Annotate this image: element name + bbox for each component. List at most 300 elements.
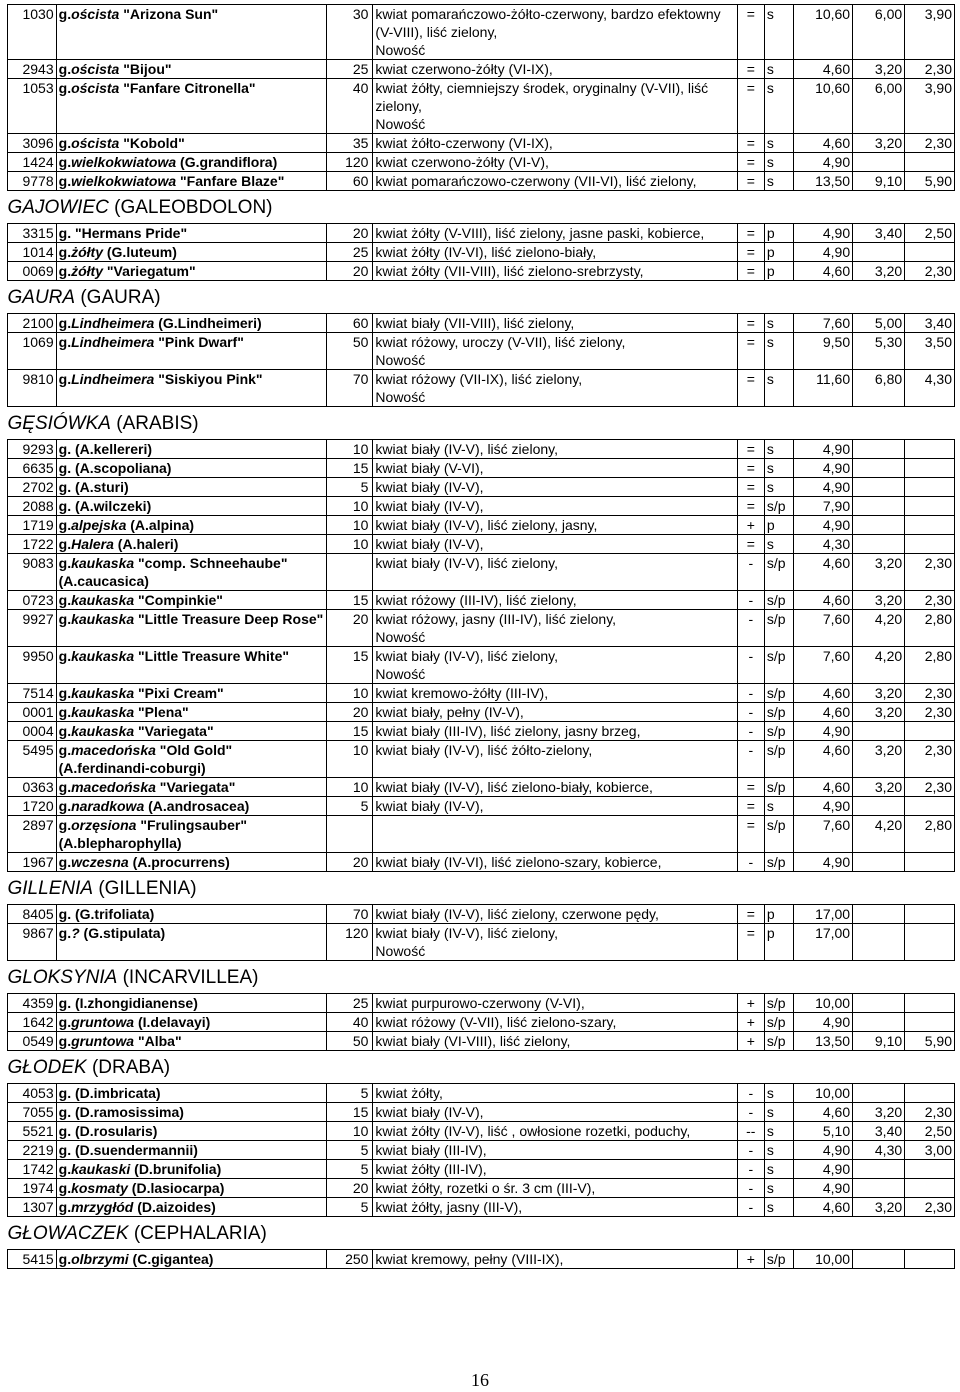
plant-code: 0069: [8, 262, 57, 281]
plant-row: [8, 478, 955, 497]
price-2: 3,20: [853, 741, 905, 778]
cultivar-name: "Arizona Sun": [119, 6, 219, 22]
section-heading: [8, 961, 955, 994]
price-1: 9,50: [794, 333, 853, 370]
price-1: 4,60: [794, 741, 853, 778]
position-sign: -: [737, 1198, 764, 1217]
price-2: 3,20: [853, 554, 905, 591]
name-prefix: g.: [58, 498, 72, 514]
plant-name-cell: [56, 647, 326, 684]
cultivar-name: (A.procurrens): [128, 854, 230, 870]
price-2: [853, 497, 905, 516]
price-1: 4,60: [794, 60, 853, 79]
position-sign: =: [737, 797, 764, 816]
plant-row: [8, 647, 955, 684]
plant-description-cell: [373, 924, 737, 961]
plant-description: kwiat purpurowo-czerwony (V-VI),: [375, 995, 585, 1011]
new-item-label: Nowość: [375, 629, 426, 645]
position-sign: -: [737, 554, 764, 591]
price-3: 2,80: [905, 610, 955, 647]
price-2: 3,20: [853, 262, 905, 281]
position-sign: =: [737, 535, 764, 554]
soil-type: s/p: [764, 1013, 793, 1032]
name-prefix: g.: [58, 1251, 72, 1267]
name-prefix: g.: [58, 995, 72, 1011]
cultivar-name: "Pink Dwarf": [154, 334, 244, 350]
plant-description-cell: [373, 554, 737, 591]
price-3: [905, 722, 955, 741]
plant-description-cell: [373, 797, 737, 816]
position-sign: -: [737, 1160, 764, 1179]
new-item-label: Nowość: [375, 116, 426, 132]
new-item-label: Nowość: [375, 42, 426, 58]
position-sign: +: [737, 1032, 764, 1051]
soil-type: s: [764, 5, 793, 60]
price-3: [905, 1179, 955, 1198]
price-1: 13,50: [794, 1032, 853, 1051]
section-polish-name: GŁODEK: [7, 1057, 87, 1078]
price-1: 4,90: [794, 459, 853, 478]
price-2: 5,30: [853, 333, 905, 370]
position-sign: -: [737, 853, 764, 872]
section-heading: [8, 407, 955, 440]
plant-name-cell: [56, 370, 326, 407]
cultivar-name: "Variegatum": [102, 263, 196, 279]
plant-row: [8, 1103, 955, 1122]
plant-row: [8, 172, 955, 191]
name-prefix: g.: [58, 1199, 72, 1215]
plant-description-cell: [373, 224, 737, 243]
plant-description: kwiat czerwono-żółty (VI-IX),: [375, 61, 553, 77]
position-sign: -: [737, 647, 764, 684]
species-name: kaukaska: [71, 704, 135, 720]
name-prefix: g.: [58, 315, 72, 331]
soil-type: s/p: [764, 554, 793, 591]
section-polish-name: GŁOWACZEK: [7, 1223, 129, 1244]
price-1: 4,60: [794, 778, 853, 797]
soil-type: s/p: [764, 684, 793, 703]
cultivar-name: (A.alpina): [126, 517, 195, 533]
plant-code: 0363: [8, 778, 57, 797]
plant-code: 3096: [8, 134, 57, 153]
plant-row: [8, 134, 955, 153]
price-3: [905, 797, 955, 816]
plant-code: 2897: [8, 816, 57, 853]
plant-description: kwiat żółty (IV-VI), liść zielono-biały,: [375, 244, 597, 260]
species-name: kosmaty: [71, 1180, 128, 1196]
plant-height: 20: [327, 1179, 373, 1198]
name-prefix: g.: [58, 798, 72, 814]
price-1: 5,10: [794, 1122, 853, 1141]
plant-row: [8, 684, 955, 703]
plant-description: kwiat biały (IV-V), liść zielony,: [375, 925, 558, 941]
price-3: [905, 853, 955, 872]
plant-description-cell: [373, 684, 737, 703]
plant-description: kwiat biały (V-VI),: [375, 460, 484, 476]
plant-description: kwiat biały (III-IV),: [375, 1142, 487, 1158]
price-3: 2,30: [905, 778, 955, 797]
plant-height: 10: [327, 741, 373, 778]
plant-name-cell: [56, 778, 326, 797]
plant-code: 1014: [8, 243, 57, 262]
price-1: 4,90: [794, 153, 853, 172]
price-2: [853, 924, 905, 961]
section-heading-row: [8, 281, 955, 314]
soil-type: s: [764, 535, 793, 554]
cultivar-name: "Pixi Cream": [134, 685, 224, 701]
plant-catalog-table: [7, 4, 955, 1269]
plant-row: [8, 741, 955, 778]
plant-row: [8, 703, 955, 722]
price-1: 4,60: [794, 591, 853, 610]
position-sign: =: [737, 333, 764, 370]
plant-name-cell: [56, 1032, 326, 1051]
plant-height: 10: [327, 1122, 373, 1141]
position-sign: =: [737, 134, 764, 153]
plant-row: [8, 1250, 955, 1269]
plant-description-cell: [373, 994, 737, 1013]
plant-name-cell: [56, 333, 326, 370]
price-2: 4,20: [853, 647, 905, 684]
plant-name-cell: [56, 1160, 326, 1179]
price-2: [853, 1013, 905, 1032]
plant-height: 25: [327, 60, 373, 79]
cultivar-name: (D.rosularis): [71, 1123, 158, 1139]
section-polish-name: GLOKSYNIA: [7, 967, 118, 988]
species-name: Lindheimera: [71, 315, 155, 331]
section-latin-name: (GILLENIA): [93, 878, 197, 899]
section-latin-name: (DRABA): [86, 1057, 171, 1078]
soil-type: s/p: [764, 497, 793, 516]
cultivar-name: (G.luteum): [102, 244, 177, 260]
plant-height: 70: [327, 905, 373, 924]
price-1: 4,60: [794, 1198, 853, 1217]
species-name: ?: [71, 925, 80, 941]
name-prefix: g.: [58, 80, 72, 96]
price-2: 6,00: [853, 79, 905, 134]
position-sign: =: [737, 778, 764, 797]
plant-code: 9810: [8, 370, 57, 407]
soil-type: s/p: [764, 722, 793, 741]
plant-name-cell: [56, 440, 326, 459]
plant-code: 9950: [8, 647, 57, 684]
plant-height: 35: [327, 134, 373, 153]
soil-type: s: [764, 333, 793, 370]
plant-row: [8, 1160, 955, 1179]
plant-description: kwiat pomarańczowo-żółto-czerwony, bardzo efektowny (V-VIII), liść zielony,: [375, 6, 721, 40]
plant-name-cell: [56, 243, 326, 262]
plant-description-cell: [373, 591, 737, 610]
cultivar-name: (D.aizoides): [133, 1199, 216, 1215]
plant-description: kwiat żółty,: [375, 1085, 443, 1101]
price-1: 13,50: [794, 172, 853, 191]
position-sign: =: [737, 243, 764, 262]
price-2: [853, 478, 905, 497]
plant-code: 2943: [8, 60, 57, 79]
plant-row: [8, 370, 955, 407]
price-1: 7,60: [794, 314, 853, 333]
price-3: 2,50: [905, 224, 955, 243]
plant-description-cell: [373, 610, 737, 647]
plant-height: 10: [327, 778, 373, 797]
species-name: naradkowa: [71, 798, 145, 814]
plant-description: kwiat biały (IV-V), liść żółto-zielony,: [375, 742, 593, 758]
plant-row: [8, 853, 955, 872]
name-prefix: g.: [58, 1104, 72, 1120]
plant-code: 4359: [8, 994, 57, 1013]
plant-code: 9293: [8, 440, 57, 459]
new-item-label: Nowość: [375, 352, 426, 368]
plant-height: 120: [327, 153, 373, 172]
plant-code: 6635: [8, 459, 57, 478]
cultivar-name: "Siskiyou Pink": [154, 371, 263, 387]
soil-type: p: [764, 224, 793, 243]
cultivar-name: "Fanfare Blaze": [176, 173, 285, 189]
cultivar-name: (G.stipulata): [79, 925, 166, 941]
plant-row: [8, 79, 955, 134]
species-name: mrzygłód: [71, 1199, 134, 1215]
soil-type: s/p: [764, 994, 793, 1013]
price-1: 4,30: [794, 535, 853, 554]
price-3: 5,90: [905, 1032, 955, 1051]
price-1: 4,60: [794, 262, 853, 281]
price-2: [853, 853, 905, 872]
price-2: 3,20: [853, 60, 905, 79]
plant-code: 7514: [8, 684, 57, 703]
plant-code: 1967: [8, 853, 57, 872]
price-3: [905, 478, 955, 497]
plant-code: 1974: [8, 1179, 57, 1198]
plant-code: 4053: [8, 1084, 57, 1103]
plant-description: kwiat żółty (V-VIII), liść zielony, jasne paski, kobierce,: [375, 225, 705, 241]
price-1: 4,90: [794, 722, 853, 741]
plant-description-cell: [373, 1160, 737, 1179]
price-3: 2,50: [905, 1122, 955, 1141]
name-prefix: g.: [58, 906, 72, 922]
species-name: kaukaska: [71, 723, 135, 739]
plant-name-cell: [56, 314, 326, 333]
plant-height: 20: [327, 853, 373, 872]
plant-description: kwiat czerwono-żółty (VI-V),: [375, 154, 549, 170]
plant-row: [8, 5, 955, 60]
cultivar-name: "Fanfare Citronella": [119, 80, 256, 96]
position-sign: -: [737, 1179, 764, 1198]
plant-height: [327, 816, 373, 853]
plant-name-cell: [56, 1013, 326, 1032]
plant-description: kwiat kremowy, pełny (VIII-IX),: [375, 1251, 564, 1267]
position-sign: =: [737, 153, 764, 172]
plant-height: 25: [327, 243, 373, 262]
plant-height: 5: [327, 1084, 373, 1103]
price-1: 4,90: [794, 1141, 853, 1160]
section-polish-name: GILLENIA: [7, 878, 94, 899]
position-sign: +: [737, 1013, 764, 1032]
price-1: 10,60: [794, 5, 853, 60]
price-1: 10,60: [794, 79, 853, 134]
plant-description-cell: [373, 478, 737, 497]
price-2: 4,30: [853, 1141, 905, 1160]
section-heading-row: [8, 407, 955, 440]
section-latin-name: (ARABIS): [110, 413, 199, 434]
name-prefix: g.: [58, 592, 72, 608]
species-name: olbrzymi: [71, 1251, 129, 1267]
position-sign: =: [737, 79, 764, 134]
plant-name-cell: [56, 1103, 326, 1122]
plant-description-cell: [373, 722, 737, 741]
price-3: 3,90: [905, 79, 955, 134]
species-name: kaukaska: [71, 592, 135, 608]
plant-height: 40: [327, 1013, 373, 1032]
plant-row: [8, 610, 955, 647]
price-1: 4,90: [794, 440, 853, 459]
plant-code: 1307: [8, 1198, 57, 1217]
price-3: 5,90: [905, 172, 955, 191]
name-prefix: g.: [58, 1142, 72, 1158]
price-1: 4,90: [794, 243, 853, 262]
plant-description-cell: [373, 5, 737, 60]
plant-description-cell: [373, 1013, 737, 1032]
cultivar-name: "Plena": [134, 704, 189, 720]
plant-description: kwiat biały (VI-VIII), liść zielony,: [375, 1033, 571, 1049]
plant-row: [8, 1122, 955, 1141]
soil-type: s/p: [764, 610, 793, 647]
cultivar-name: (D.lasiocarpa): [127, 1180, 225, 1196]
plant-height: 15: [327, 1103, 373, 1122]
soil-type: s: [764, 1122, 793, 1141]
plant-description-cell: [373, 262, 737, 281]
cultivar-name: "Variegata": [155, 779, 236, 795]
plant-description-cell: [373, 1103, 737, 1122]
plant-height: 15: [327, 647, 373, 684]
plant-name-cell: [56, 224, 326, 243]
cultivar-name: "Little Treasure White": [134, 648, 290, 664]
price-3: 3,40: [905, 314, 955, 333]
section-polish-name: GĘSIÓWKA: [7, 413, 111, 434]
plant-row: [8, 440, 955, 459]
plant-row: [8, 153, 955, 172]
species-name: oścista: [71, 61, 120, 77]
plant-description-cell: [373, 79, 737, 134]
name-prefix: g.: [58, 611, 72, 627]
price-1: 7,60: [794, 610, 853, 647]
section-heading-row: [8, 961, 955, 994]
plant-description-cell: [373, 816, 737, 853]
name-prefix: g.: [58, 1085, 72, 1101]
name-prefix: g.: [58, 263, 72, 279]
soil-type: s/p: [764, 741, 793, 778]
plant-description-cell: [373, 1122, 737, 1141]
plant-description-cell: [373, 333, 737, 370]
plant-row: [8, 1141, 955, 1160]
price-2: 3,20: [853, 684, 905, 703]
plant-name-cell: [56, 924, 326, 961]
plant-description-cell: [373, 172, 737, 191]
price-3: 3,50: [905, 333, 955, 370]
plant-name-cell: [56, 516, 326, 535]
species-name: Lindheimera: [71, 334, 155, 350]
price-1: 4,90: [794, 853, 853, 872]
plant-description-cell: [373, 153, 737, 172]
plant-code: 2100: [8, 314, 57, 333]
plant-code: 2088: [8, 497, 57, 516]
plant-code: 5495: [8, 741, 57, 778]
price-2: [853, 1084, 905, 1103]
price-3: [905, 905, 955, 924]
price-1: 4,90: [794, 1179, 853, 1198]
price-3: 2,30: [905, 554, 955, 591]
plant-row: [8, 497, 955, 516]
plant-height: 20: [327, 703, 373, 722]
plant-name-cell: [56, 905, 326, 924]
price-3: [905, 459, 955, 478]
plant-name-cell: [56, 816, 326, 853]
plant-description: kwiat różowy (III-IV), liść zielony,: [375, 592, 577, 608]
price-3: [905, 243, 955, 262]
species-name: Halera: [71, 536, 114, 552]
plant-description: kwiat biały (IV-V), liść zielony,: [375, 555, 558, 571]
plant-height: 10: [327, 497, 373, 516]
plant-row: [8, 797, 955, 816]
price-1: 17,00: [794, 924, 853, 961]
position-sign: -: [737, 1103, 764, 1122]
plant-description-cell: [373, 459, 737, 478]
position-sign: =: [737, 370, 764, 407]
plant-description-cell: [373, 243, 737, 262]
soil-type: s: [764, 60, 793, 79]
cultivar-name: (D.ramosissima): [71, 1104, 184, 1120]
price-1: 4,60: [794, 134, 853, 153]
price-3: 3,90: [905, 5, 955, 60]
plant-description: kwiat biały (IV-V), liść zielony, czerwone pędy,: [375, 906, 659, 922]
price-3: 2,30: [905, 1103, 955, 1122]
name-prefix: g.: [58, 779, 72, 795]
plant-row: [8, 778, 955, 797]
section-heading: [8, 281, 955, 314]
position-sign: =: [737, 262, 764, 281]
cultivar-name: "comp. Schneehaube" (A.caucasica): [58, 555, 288, 589]
plant-name-cell: [56, 1122, 326, 1141]
plant-row: [8, 1179, 955, 1198]
soil-type: s: [764, 153, 793, 172]
price-3: [905, 535, 955, 554]
name-prefix: g.: [58, 135, 72, 151]
price-3: 2,80: [905, 647, 955, 684]
plant-height: 5: [327, 797, 373, 816]
soil-type: s/p: [764, 1250, 793, 1269]
position-sign: --: [737, 1122, 764, 1141]
plant-description: kwiat biały (IV-V), liść zielony,: [375, 441, 558, 457]
name-prefix: g.: [58, 225, 72, 241]
plant-code: 0001: [8, 703, 57, 722]
cultivar-name: (I.zhongidianense): [71, 995, 198, 1011]
name-prefix: g.: [58, 460, 72, 476]
name-prefix: g.: [58, 742, 72, 758]
name-prefix: g.: [58, 723, 72, 739]
cultivar-name: "Bijou": [119, 61, 172, 77]
species-name: oścista: [71, 80, 120, 96]
soil-type: s: [764, 79, 793, 134]
position-sign: =: [737, 224, 764, 243]
plant-code: 5521: [8, 1122, 57, 1141]
position-sign: =: [737, 5, 764, 60]
plant-row: [8, 60, 955, 79]
plant-description: kwiat różowy (VII-IX), liść zielony,: [375, 371, 583, 387]
catalog-sheet: [7, 4, 955, 1269]
cultivar-name: "Kobold": [119, 135, 185, 151]
cultivar-name: (G.trifoliata): [71, 906, 155, 922]
section-latin-name: (CEPHALARIA): [128, 1223, 267, 1244]
plant-code: 9083: [8, 554, 57, 591]
